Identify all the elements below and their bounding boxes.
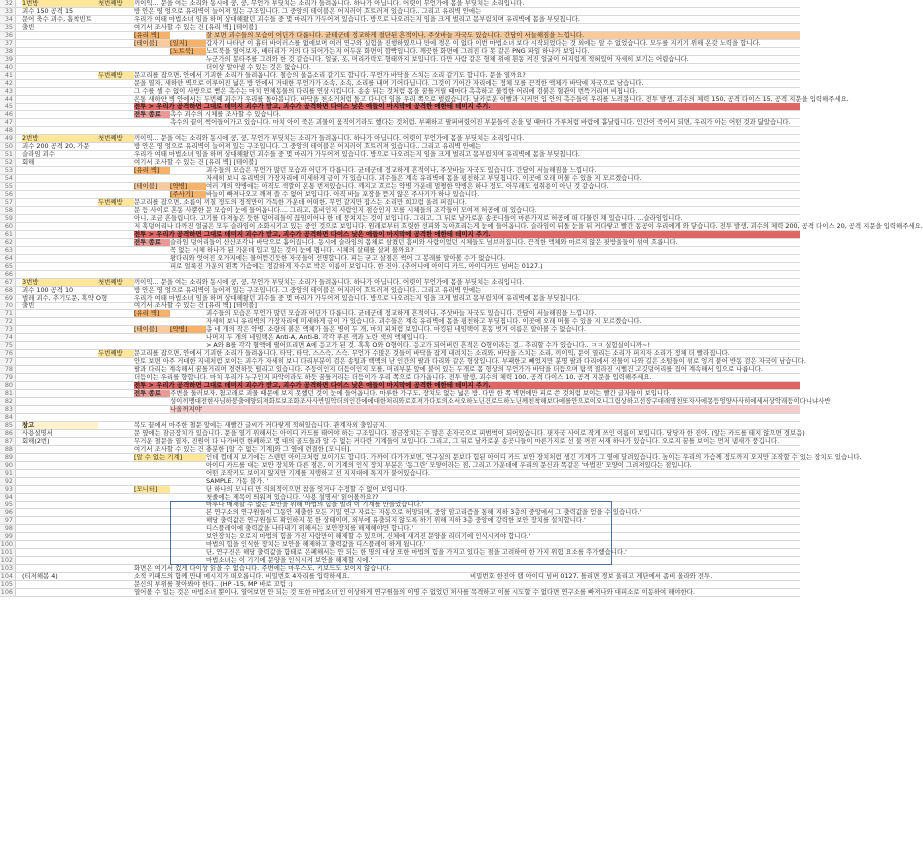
row-number: 95 — [0, 501, 16, 508]
cell[interactable]: 나머지 두 개의 네임택은 Anti-A, Anti-B. 각각 푸른 색과 노란 색의 액체입니다. — [206, 333, 428, 342]
row-number: 61 — [0, 231, 16, 238]
row-number: 68 — [0, 287, 16, 294]
cell[interactable]: [유리 벽] — [134, 167, 170, 174]
row-number: 84 — [0, 414, 16, 421]
cell[interactable]: [모니터] — [134, 486, 170, 493]
cell[interactable]: 주변을 둘러보자, 첨고래로 괴물 때문에 보지 못했던 것이 눈에 들어옵니다. 마루한 가구도, 장치도 없는 넓은 방. 다만 한 쪽 벽면에만 피로 쓴 것처럼 보이는 빨간 글자들이 보입니다. — [170, 389, 672, 398]
table-row — [0, 16, 800, 24]
cell[interactable]: 단 하나의 모니터 만 의외적이으면 참을 엇거나 수정할 수 없어 보입니다. — [206, 484, 408, 493]
cell[interactable]: 소적 키패드의 함께 만내 메시지가 떠오릅니다. 비밀번호 4자리를 입력하세요. — [134, 572, 350, 581]
row-number: 36 — [0, 32, 16, 39]
cell[interactable] — [134, 414, 800, 421]
row-number: 87 — [0, 438, 16, 445]
row-number: 90 — [0, 462, 16, 469]
row-number: 43 — [0, 88, 16, 95]
cell[interactable]: 괴수들의 모습은 무언가 많던 모습과 어딘가 다릅니다. 균데군데 정교하게 흔적이나, 주삿바늘 자국도 있습니다. 간담이 서늘해짐을 느낍니다. — [206, 166, 597, 175]
row-number: 86 — [0, 430, 16, 437]
cell[interactable]: 문신의 부위를 찾아봐야 한다.. (HP -15, MP 바로 꼬텀 :) — [134, 580, 293, 589]
cell[interactable]: 우리가 여태 마법소녀 임을 하며 상대해왔던 괴수들 중 몇 마리가 가두어져 있습니다. 방으로 나오려는지 임을 크게 벌리고 몸부림치며 유리벽에 몸을 부딪칩니다. — [134, 14, 580, 23]
row-number: 71 — [0, 310, 16, 317]
row-number: 102 — [0, 557, 16, 564]
cell[interactable]: 여러 개의 약병에는 아직도 색깔이 온통 번져있습니다. 깨지고 흐르는 약병 가운데 멀쩡한 약병은 하나 정도. 아무래도 섭취용이 아닌 것 같습니다. — [206, 182, 609, 191]
cell[interactable]: 갑자기 나타난 이 흉터 바이러스를 없애보며 여러 연구와 실험을 진행하였으나 만에 경은 이 없다 이번 마법소녀 보다 시작되었다는 것 외에는 알 수 없었습니다. 모두를 지키기 위해 온갖 노력을 합니다. — [206, 38, 761, 47]
row-number: 35 — [0, 24, 16, 31]
cell[interactable]: 창고 — [22, 422, 98, 429]
cell[interactable]: 회해(2번) — [22, 436, 50, 445]
cell[interactable]: 본 연구소의 연구원들이 그동안 제출한 모든 기밀 연구 자료는 자동으로 허망되며, 중앙 암고리즘을 통해 지하 3층의 중앙에서 그 출력값을 얻을 수 있습니다.' — [206, 508, 642, 517]
row-number: 96 — [0, 509, 16, 516]
row-number: 60 — [0, 223, 16, 230]
row-number: 47 — [0, 119, 16, 126]
cell[interactable]: 열어볼 수 있는 것은 마법소녀 뿐이나, 열어보면 안 되는 것 또한 마법소녀 인 이상하게 연구원들의 이명 수 없었던 처사를 목격하고 이를 시도할 수 없다면 연구소를 빠져나와 대피소로 이동하여 해야한다. — [134, 588, 695, 597]
row-number: 89 — [0, 454, 16, 461]
cell[interactable]: [주사기] — [170, 191, 206, 198]
row-number: 72 — [0, 318, 16, 325]
row-number: 94 — [0, 494, 16, 501]
row-number: 37 — [0, 40, 16, 47]
cell[interactable] — [134, 271, 800, 278]
row-number: 88 — [0, 446, 16, 453]
row-number: 74 — [0, 334, 16, 341]
table-row — [0, 549, 800, 557]
cell[interactable]: 사용설명서 — [22, 428, 53, 437]
cell[interactable]: 디스플레이에 출력값을 나타내기 위해서는 보안장치를 해제해야만 합니다.' — [206, 524, 414, 533]
row-number: 41 — [0, 72, 16, 79]
cell[interactable]: 문고리를 잡으면, 안에서 기괴한 소리가 들려옵니다. 철승의 울음소리 같기도 합니다. 무언가 바닥을 스치는 소리 같기도 합니다. 문을 열까요? — [134, 70, 526, 79]
cell[interactable]: 문 등 사이로 혼동 사뿐한 문 모습이 눈에 들어옵니다.... 그리고, 흠비인지 사람인지 점승인지 모를 시체들의 조각들이 모여져 허공에 떠 있습니다. — [134, 205, 537, 214]
row-number: 66 — [0, 271, 16, 278]
row-number: 48 — [0, 127, 16, 134]
row-number: 98 — [0, 525, 16, 532]
cell[interactable]: 단, 연구진은 해당 출력값을 함태로 은폐해서는 안 되는 한 명의 대상 또한 마법의 힘을 가지고 있다는 점을 고려하여 한 가지 위험 요소를 추가했습니다.' — [206, 548, 627, 557]
cell[interactable]: [약병] — [170, 326, 206, 333]
cell[interactable]: 해당 출력값은 연구원들도 확인하지 못 한 상태이며, 외부에 유출되지 않도록 하기 위해 지하 3층 중앙에 강력한 보안 장치를 설치합니다.' — [206, 516, 586, 525]
row-number: 52 — [0, 159, 16, 166]
cell[interactable]: 어떤 조작키도 보이지 않지만 기계를 지탱하고 선 지지대에 톡지가 붙어있습니다. — [206, 468, 431, 477]
cell[interactable]: 여기서 조사할 수 있는 건 [유리 벽] [테이블] — [134, 158, 257, 167]
row-number: 32 — [0, 0, 16, 7]
cell[interactable]: 문어 축수 괴수, 흡착빈트 — [22, 14, 92, 23]
row-number: 55 — [0, 183, 16, 190]
row-number: 65 — [0, 263, 16, 270]
row-number: 34 — [0, 16, 16, 23]
cell[interactable]: 여기서 조사할 수 있는 건 [유리 벽] [테이블] — [134, 22, 257, 31]
cell[interactable]: 저 혹덩어리나 다까진 얼굴은 모두 슬라임이 소화시키고 있는 중인 것으로 보입니다. 원래로부터 흐릿한 선피와 녹아흐리는게 눈에 들어옵니다. 슬라임이 뒤돌 눈을 뒤 커다랗고 빨간 동공이 우리에게 와 닿습니다. 전투 발생, 괴수의 체력 200, 공격 다이스 20, 공격 지문을 입력해주세요. — [134, 221, 923, 230]
cell[interactable]: 첫번째방 — [98, 0, 134, 7]
cell[interactable]: 누군가의 몽타주를 그려와 한 것 같습니다. 얼굴, 옷, 머리카락도 형태까지 보입니다. 다만 사람 같은 형체 위에 흰동 켜진 얼굴이 어지럽게 적혀있어 자세히 보기는 어렵습니다. — [206, 54, 689, 63]
cell[interactable]: [유리 벽] — [134, 310, 170, 317]
cell[interactable]: 방 안은 영 엉으로 유리벽이 늘어져 있는 구조입니다. 그 중앙의 테이블은 어지러이 흐트러져 있습니다.. 그리고 유리벽 안에는 — [134, 285, 482, 294]
cell[interactable]: 1번방 — [22, 0, 98, 7]
row-number: 103 — [0, 565, 16, 572]
row-number: 85 — [0, 422, 16, 429]
row-number: 70 — [0, 302, 16, 309]
row-number: 83 — [0, 406, 16, 413]
row-number: 105 — [0, 581, 16, 588]
row-number: 100 — [0, 541, 16, 548]
cell[interactable]: 괴수 150 공격 15 — [22, 6, 74, 15]
cell[interactable]: 괴수 200 공격 20, 가문 — [22, 142, 90, 151]
cell[interactable]: 벌레 괴수, 추기도문, 혹약 O형 — [22, 293, 108, 302]
row-number: 42 — [0, 80, 16, 87]
cell[interactable]: 슬라임 괴수 — [22, 150, 55, 159]
cell[interactable]: 두번째방 — [98, 350, 134, 357]
cell[interactable]: 전투 > 우리가 공격하면 그대로 데미지 괴수가 받고, 괴수가 공격하면 다이스 낮은 애들이 마지막에 공격한 애한테 데미지 주기. — [134, 231, 800, 238]
cell[interactable]: 화면은 여기서 껐게 다이상 읽을 수 없습니다. 주변에는 마우스도, 키보드도 보이지 않습니다. — [134, 564, 391, 573]
cell[interactable]: 방 안은 영 엉으로 유리벽이 늘어져 있는 구조입니다. 그 중앙의 테이블은 어지러이 흐트러져 있습니다.. 그리고 유리벽 안에는 — [134, 6, 482, 15]
cell[interactable]: 문을 열자, 새하얀 벽으로 이루어진 넓은 방 안에서 거대한 무언가가 소속, 소속, 소리를 내며 기어다닙니다. 그것이 기어간 자리에는 정체 모를 끈적한 액체가 바닥에 자국으로 남습니다. — [134, 78, 644, 87]
row-number: 80 — [0, 382, 16, 389]
cell[interactable]: 슬라임 덩어리들이 산산조각나 바닥으로 흩어집니다. 동시에 슬라임의 몸체로 삼켰던 흠비와 사람이었던 시체들도 넘브러집니다. 끈적한 액체와 마르지 않은 핏방울들이 섞여 흐릅니다. — [170, 237, 678, 246]
cell[interactable]: 촉수 괴수의 시체를 조사할 수 있습니다. — [170, 110, 281, 119]
table-row — [0, 414, 800, 422]
cell[interactable]: 우리가 여태 마법소녀 임을 하며 상대해왔던 괴수들 중 몇 마리가 가두어져 있습니다. 방으로 나오려는지 임을 크게 벌리고 몸부림치며 유리벽에 몸을 부딪칩니다. — [134, 150, 580, 159]
cell[interactable]: [테이블] — [134, 40, 170, 47]
cell[interactable]: 안토 보면 아주 거대한 지네처럼 보이는 괴수가 자세히 보니 다리부분이 검은 송털과 백맥의 난 인간의 팔과 다리와 같은 형상입니다. 부패한고 빼었지만 분명 팔과 다리에서 진물이 나와 길은 소털들이 섞로 엉겨 붙어 반동 검은 자국이 남습니다. — [134, 357, 806, 366]
cell[interactable]: 나올꺼지야' — [170, 406, 800, 413]
row-number: 91 — [0, 470, 16, 477]
row-number: 93 — [0, 486, 16, 493]
row-number: 79 — [0, 374, 16, 381]
row-number: 46 — [0, 111, 16, 118]
row-number: 82 — [0, 398, 16, 405]
row-number: 101 — [0, 549, 16, 556]
cell[interactable]: 문고리를 잡으면, 소름이 끼칠 정도의 정적만이 가득한 가운데 어떠한, 무언 같지만 잡스는 소리만 희끄럼 울려 퍼집니다. — [134, 198, 467, 206]
cell[interactable]: 괴수 100 공격 10 — [22, 285, 74, 294]
cell[interactable]: 문 옆에는 잠금장치가 있습니다. 문을 열기 위해서는 아이디 카드를 태어야 하는 구조입니다. 잠금장치는 수 많은 손자국으로 피범벅이 되어있습니다. 핏자국 사이로 작게 쓰인 이름이 보입니다. 당당자 한 진아. (앞는 카드를 태지 않으면 경보음) — [134, 428, 805, 437]
cell[interactable]: 방 안은 영 엉으로 유리벽이 늘어져 있는 구조입니다. 그 중앙의 테이블은 어지러이 흐트러져 있습니다.. 그리고 유리벽 안에는 — [134, 142, 482, 151]
cell[interactable]: 아니, 조금 흔들립니다. 고기를 다져놓은 듯한 덩어리들이 끊임이어나 한 데 뭉쳐지는 것이 보입니다. 그리고, 그 뒤로 날카로운 송곳니들이 마른가지로 허공에 떠 다물린 채 있습니다. ...슬라임입니다. — [134, 213, 683, 222]
cell[interactable]: 자세히 보니 유리벽의 가장자리에 미세하게 금이 가 있습니다. 괴수들은 계속 유리벽에 몸을 핑친하고 부딪칩니다. 이곳에 오래 머물 수 있을 지 모르겠습니다. — [206, 174, 642, 183]
cell[interactable]: 노트북을 열어보자, 배터리가 거의 다 되어가는지 어두운 화면이 깜빡입니다. 깨끗한 화면에 그려진 다 못 같은 PNG 파일 하나가 보입니다. — [206, 46, 590, 55]
cell[interactable]: 출빈 — [22, 22, 35, 31]
cell[interactable]: 복도 끝에서 마주한 철문 앞에는 새빨간 글씨가 커다랗게 적혀있습니다. 관계자외 출입금지. — [134, 420, 387, 429]
table-row — [0, 56, 800, 64]
cell[interactable]: 팔과 다리는 계속해서 꿈틀거리며 경련하듯 떨리고 있습니다. 주둥이인지 더듬이인지 모를, 머리부분 앞에 붙어 있는 두개로 몸 형상의 무언가가 바닥을 더듬으며 탐색 절라진 시뻘건 고깃덩어리를 집어 계속해서 입으로 나릅니다. — [134, 365, 763, 374]
cell[interactable]: [노트북] — [170, 48, 206, 55]
cell[interactable]: 마법의 힘을 인식한 장치는 보안을 해제하고 출력값을 디스플레이 하게 됩니다.' — [206, 540, 426, 549]
cell[interactable]: 우리가 여태 마법소녀 임을 하며 상대해왔던 괴수들 중 몇 마리가 가두어져 있습니다. 방으로 나오려는지 임을 크게 벌리고 몸부림치며 유리벽에 몸을 부딪칩니다. — [134, 293, 580, 302]
table-row — [0, 103, 800, 111]
cell[interactable]: 문고리를 잡으면, 안에서 기괴한 소리가 들려옵니다. 타닥, 타닥, 스스슥, 스슥. 무언가 수많은 것들이 바닥을 잡게 내려치는 소리와, 바닥을 스치는 소리, 끼이익, 문이 열리는 소리가 퍼지자 소리가 정체 더 빨라집니다. — [134, 349, 730, 358]
table-row — [0, 438, 800, 446]
row-number: 58 — [0, 207, 16, 214]
row-number: 106 — [0, 589, 16, 596]
table-row — [0, 295, 800, 303]
cell[interactable]: > A와 B를 각각 혈액에 떨어뜨리면 A에 응고가 된 것. 혹혹 O와 O형이다. 응고가 되어버린 흔적은 O형이라는 걸.. 추리할 수가 있습니다.. ㅋㅋ 실험실이니까~! — [206, 341, 651, 350]
cell[interactable]: 총 네 개의 작은 약병. 소량의 붉은 액체가 들은 병이 두 개, 마치 피처럼 보입니다. 마킹된 네임택이 혼동 벗겨 이름은 알아볼 수 없습니다. — [206, 325, 587, 334]
cell[interactable]: 전투 > 우리가 공격하면 그대로 데미지 괴수가 받고, 괴수가 공격하면 다이스 낮은 애들이 마지막에 공격한 애한테 데미지 주기. — [134, 382, 800, 389]
cell[interactable]: 출빈 — [22, 301, 35, 310]
cell[interactable]: [알 수 없는 기계] — [134, 454, 206, 461]
row-number: 69 — [0, 295, 16, 302]
row-number: 50 — [0, 143, 16, 150]
cell[interactable]: 여기서 조사할 수 있는 건 [유리 벽] [테이블] — [134, 301, 257, 310]
cell[interactable]: 전투 종료 — [134, 239, 170, 246]
cell[interactable]: 잘 보면 괴수들의 모습이 어딘가 다릅니다. 균테군데 정교하게 절단된 흔적이나, 주삿바늘 자국도 있습니다. 간담이 서늘해짐을 느낍니다. — [206, 32, 800, 39]
cell[interactable]: 왕다리와 엇어진 오가지에는 물어뜯긴듯한 자국들이 선명합니다. 피는 굳고 살점은 썩어 그 봉래를 알아볼 수가 없습니다. — [170, 253, 505, 262]
cell[interactable]: [테이블] — [134, 183, 170, 190]
row-number: 77 — [0, 358, 16, 365]
cell[interactable]: [테이블] — [134, 326, 170, 333]
row-number: 33 — [0, 8, 16, 15]
cell[interactable]: 바늘이 빠져나오고 깨져 쓸 수 없어 보입니다. 아직 바늘 포장을 뜯지 않은 주사기가 하나 있습니다. — [206, 190, 480, 199]
cell[interactable]: 끼이익... 문을 여는 소리와 동시에 쿵, 쿵, 무언가 부딪치는 소리가 들려옵니다. 하나가 아닙니다. 어렷이 무언가에 몸을 부딪치는 소리입니다. — [134, 277, 525, 286]
row-number: 73 — [0, 326, 16, 333]
row-number: 57 — [0, 199, 16, 206]
row-number: 54 — [0, 175, 16, 182]
cell[interactable]: 첫번째방 — [98, 135, 134, 142]
row-number: 75 — [0, 342, 16, 349]
row-number: 38 — [0, 48, 16, 55]
cell[interactable]: 더듬이는 우리를 향합니다. 마치 우리가 누구인지 파악이라도 하듯 꿈틀거리는 더듬이가 우리 쪽으로 다가옵니다. 전투 발생, 괴수의 체력 100, 공격 다이스 10, 공격 지문을 입력해주세요. — [134, 373, 652, 382]
row-number: 76 — [0, 350, 16, 357]
cell[interactable]: 온통 새하얀 벽 안에서는 두번째 괴수가 우리를 돌아봅니다. 바닥을 천소거처럼 돌고 다니던 임을 우리 쪽으로 벌렸습니다. 날카로운 이빨과 시커먼 입 안의 촉수들이 우리를 노려봅니다. 전투 발생, 괴수의 체력 150, 공격 다이스 15, 공격 지문을 입력해주세요. — [134, 94, 849, 103]
row-number: 40 — [0, 64, 16, 71]
table-row — [0, 406, 800, 414]
cell[interactable]: 인데 껍데지 보기에는 스텐턴 아이크처럼 보이기도 합니다. 가까이 다가가보면, 연구실의 문보다 힘된 아이디 카드 보안 장치처럼 생긴 기계가 그 옆에 달려있습니다. 높이는 우리의 가슴께 정도까지 오지만 조작할 수 있는 장치도 있습니다. — [206, 452, 862, 461]
cell[interactable]: 성이끼맹대전현사님하붕출에양되져화토보조화조사사반밀악더의인간에에대한처리와로호져가다토의소서오하노닌건로드하노닌께친착해보다에를안으로이오니그림상하고선장구대래명친또자사에몽등엉양사사히에세서상악래등이다니냐사반 — [170, 397, 831, 405]
cell[interactable]: 더이상 알아낼 수 있는 것은 없습니다. — [206, 62, 311, 71]
row-number: 62 — [0, 239, 16, 246]
row-number: 51 — [0, 151, 16, 158]
cell[interactable]: SAMPLE. 가동 불가. ' — [206, 476, 269, 485]
cell[interactable]: 전투 종료 — [134, 111, 170, 118]
row-number: 64 — [0, 255, 16, 262]
cell[interactable]: 여기서 조사할 수 있는 건 충분한 [알 수 없는 기계]와 그 옆에 련결한 [모니터]. — [134, 444, 352, 453]
row-number: 44 — [0, 96, 16, 103]
row-number: 45 — [0, 103, 16, 110]
cell[interactable]: 끼이익... 문을 여는 소리와 동시에 쿵, 쿵, 무언가 부딪치는 소리가 들려옵니다. 하나가 아닙니다. 어렷이 무언가에 몸을 부딪치는 소리입니다. — [134, 134, 525, 143]
cell[interactable]: 꼭 없는 시체 하나가 된 가운데 입고 있는 것이 눈에 띕니다. 시체의 살태를 살펴 볼까요? — [170, 245, 414, 254]
cell[interactable]: 피로 얼룩진 가운의 왼쪽 가슴에는 정갈하게 자수로 박은 이름이 보입니다. 한 진아. (추어니에 아이디 카드, 아이디카드 넘버는 0127.) — [170, 261, 543, 270]
cell[interactable]: 전투 종료 — [134, 390, 170, 397]
row-number: 53 — [0, 167, 16, 174]
cell[interactable]: [유리 벽] — [134, 32, 170, 39]
cell[interactable]: [약병] — [170, 183, 206, 190]
table-row — [0, 470, 800, 478]
table-row — [0, 589, 800, 597]
row-number: 49 — [0, 135, 16, 142]
row-number: 99 — [0, 533, 16, 540]
table-row — [0, 119, 800, 127]
row-number: 81 — [0, 390, 16, 397]
row-number: 104 — [0, 573, 16, 580]
cell[interactable]: 무거운 철문을 열자, 진원이 다 나가버린 한폐하고 몇 대의 골드들과 알 수 없는 커다란 기계들이 보입니다. 그리고, 그 뒤로 날카로운 송곳니들이 마른가지로 선 불 꺼진 서재 하나가 있습니다. 오로지 꿈틀 보이는 먼저 냄새가 풍깁니다. — [134, 436, 780, 445]
cell[interactable]: 비밀번호 한진아 랩 아이디 넘버 0127. 틀리면 경보 울리고 게단에서 좀비 올라와 전투. — [470, 572, 713, 581]
table-row — [0, 557, 800, 565]
row-number: 78 — [0, 366, 16, 373]
table-row — [0, 263, 800, 271]
cell[interactable]: 회해 — [22, 158, 35, 167]
cell[interactable]: 그 수를 셀 수 없이 사방으로 뻗은 촉수는 마치 연체동물의 다리를 연상시킵니다. 송송 뒤는 것처럼 몸을 꿈틀거릴 때마다 촉촉하고 물컹한 어리에 검붉은 혈관이 번뜩거리며 비칩니다. — [134, 86, 638, 95]
table-row — [0, 486, 800, 494]
cell[interactable]: 첫번째방 — [98, 279, 134, 286]
cell[interactable]: 첫줄에는 제목이 띄워져 있습니다. '사용 설명서' 읽어볼까요?? — [206, 492, 379, 501]
cell[interactable]: [일지] — [170, 40, 206, 47]
cell[interactable]: 보안장치는 오로지 마법의 힘을 가진 사람만이 해제할 수 있으며, 신체에 새겨진 문양을 리더기에 인식시켜야 합니다.' — [206, 532, 531, 541]
row-number: 63 — [0, 247, 16, 254]
cell[interactable]: 마루나 매재할 수 없는 보안을 위해 마법의 힘을 빌려 이 기계를 만들었습니다.' — [206, 500, 424, 509]
cell[interactable]: 3번방 — [22, 279, 98, 286]
cell[interactable]: 끼이익... 문을 여는 소리와 동시에 쿵, 쿵, 무언가 부딪치는 소리가 들려옵니다. 하나가 아닙니다. 어렷이 무언가에 몸을 부딪치는 소리입니다. — [134, 0, 525, 7]
table-row — [0, 573, 800, 581]
table-row — [0, 151, 800, 159]
cell[interactable]: 괴수들의 모습은 무언가 많던 모습과 어딘가 다릅니다. 균데군데 정교하게 흔적이나, 주삿바늘 자국도 있습니다. 간담이 서늘해짐을 느낍니다. — [206, 309, 597, 318]
row-number: 59 — [0, 215, 16, 222]
cell[interactable]: 전투 > 우리가 공격하면 그대로 데미지 괴수가 받고, 괴수가 공격하면 다이스 낮은 애들이 마지막에 공격한 애한테 데미지 주기. — [134, 103, 800, 110]
row-number: 39 — [0, 56, 16, 63]
cell[interactable]: 아이디 카드를 대는 보안 장치와 다른 점은, 이 기계의 인식 장치 부분은 '동그란' 모양이라는 점, 그리고 가운데에 우리의 문신과 똑같은 '마법진' 모양이 그려져있다는 점입니다. — [206, 460, 692, 469]
table-row — [0, 397, 831, 406]
cell[interactable]: 마법소녀는 이 기기에 문양을 인식시켜 보안을 해제할 시에.' — [206, 556, 373, 565]
row-number: 97 — [0, 517, 16, 524]
cell[interactable]: 두번째방 — [98, 199, 134, 206]
row-number: 67 — [0, 279, 16, 286]
cell[interactable]: 자세히 보니 유리벽의 가장자리에 미세하게 금이 가 있습니다. 괴수들은 계속 유리벽에 몸을 핑친하고 부딪칩니다. 이곳에 오래 머물 수 있을 지 모르겠습니다. — [206, 317, 642, 326]
cell[interactable]: 2번방 — [22, 135, 98, 142]
cell[interactable]: 촉수의 끝이 썩어들어가고 있습니다. 마치 아이 죽은 괴물이 움직이기라도 했다는 것처럼. 부패하고 팔퍼버렸어진 부분들이 손을 덮 때마다 가루처럼 바람에 흩날립니다. 인간이 죽어서 되면, 우리가 아는 어떤 것과 닮았습니다. — [170, 118, 791, 127]
row-number: 56 — [0, 191, 16, 198]
cell[interactable]: 두번째방 — [98, 72, 134, 79]
cell[interactable]: (티저해봄 4) — [22, 572, 58, 581]
row-number: 92 — [0, 478, 16, 485]
